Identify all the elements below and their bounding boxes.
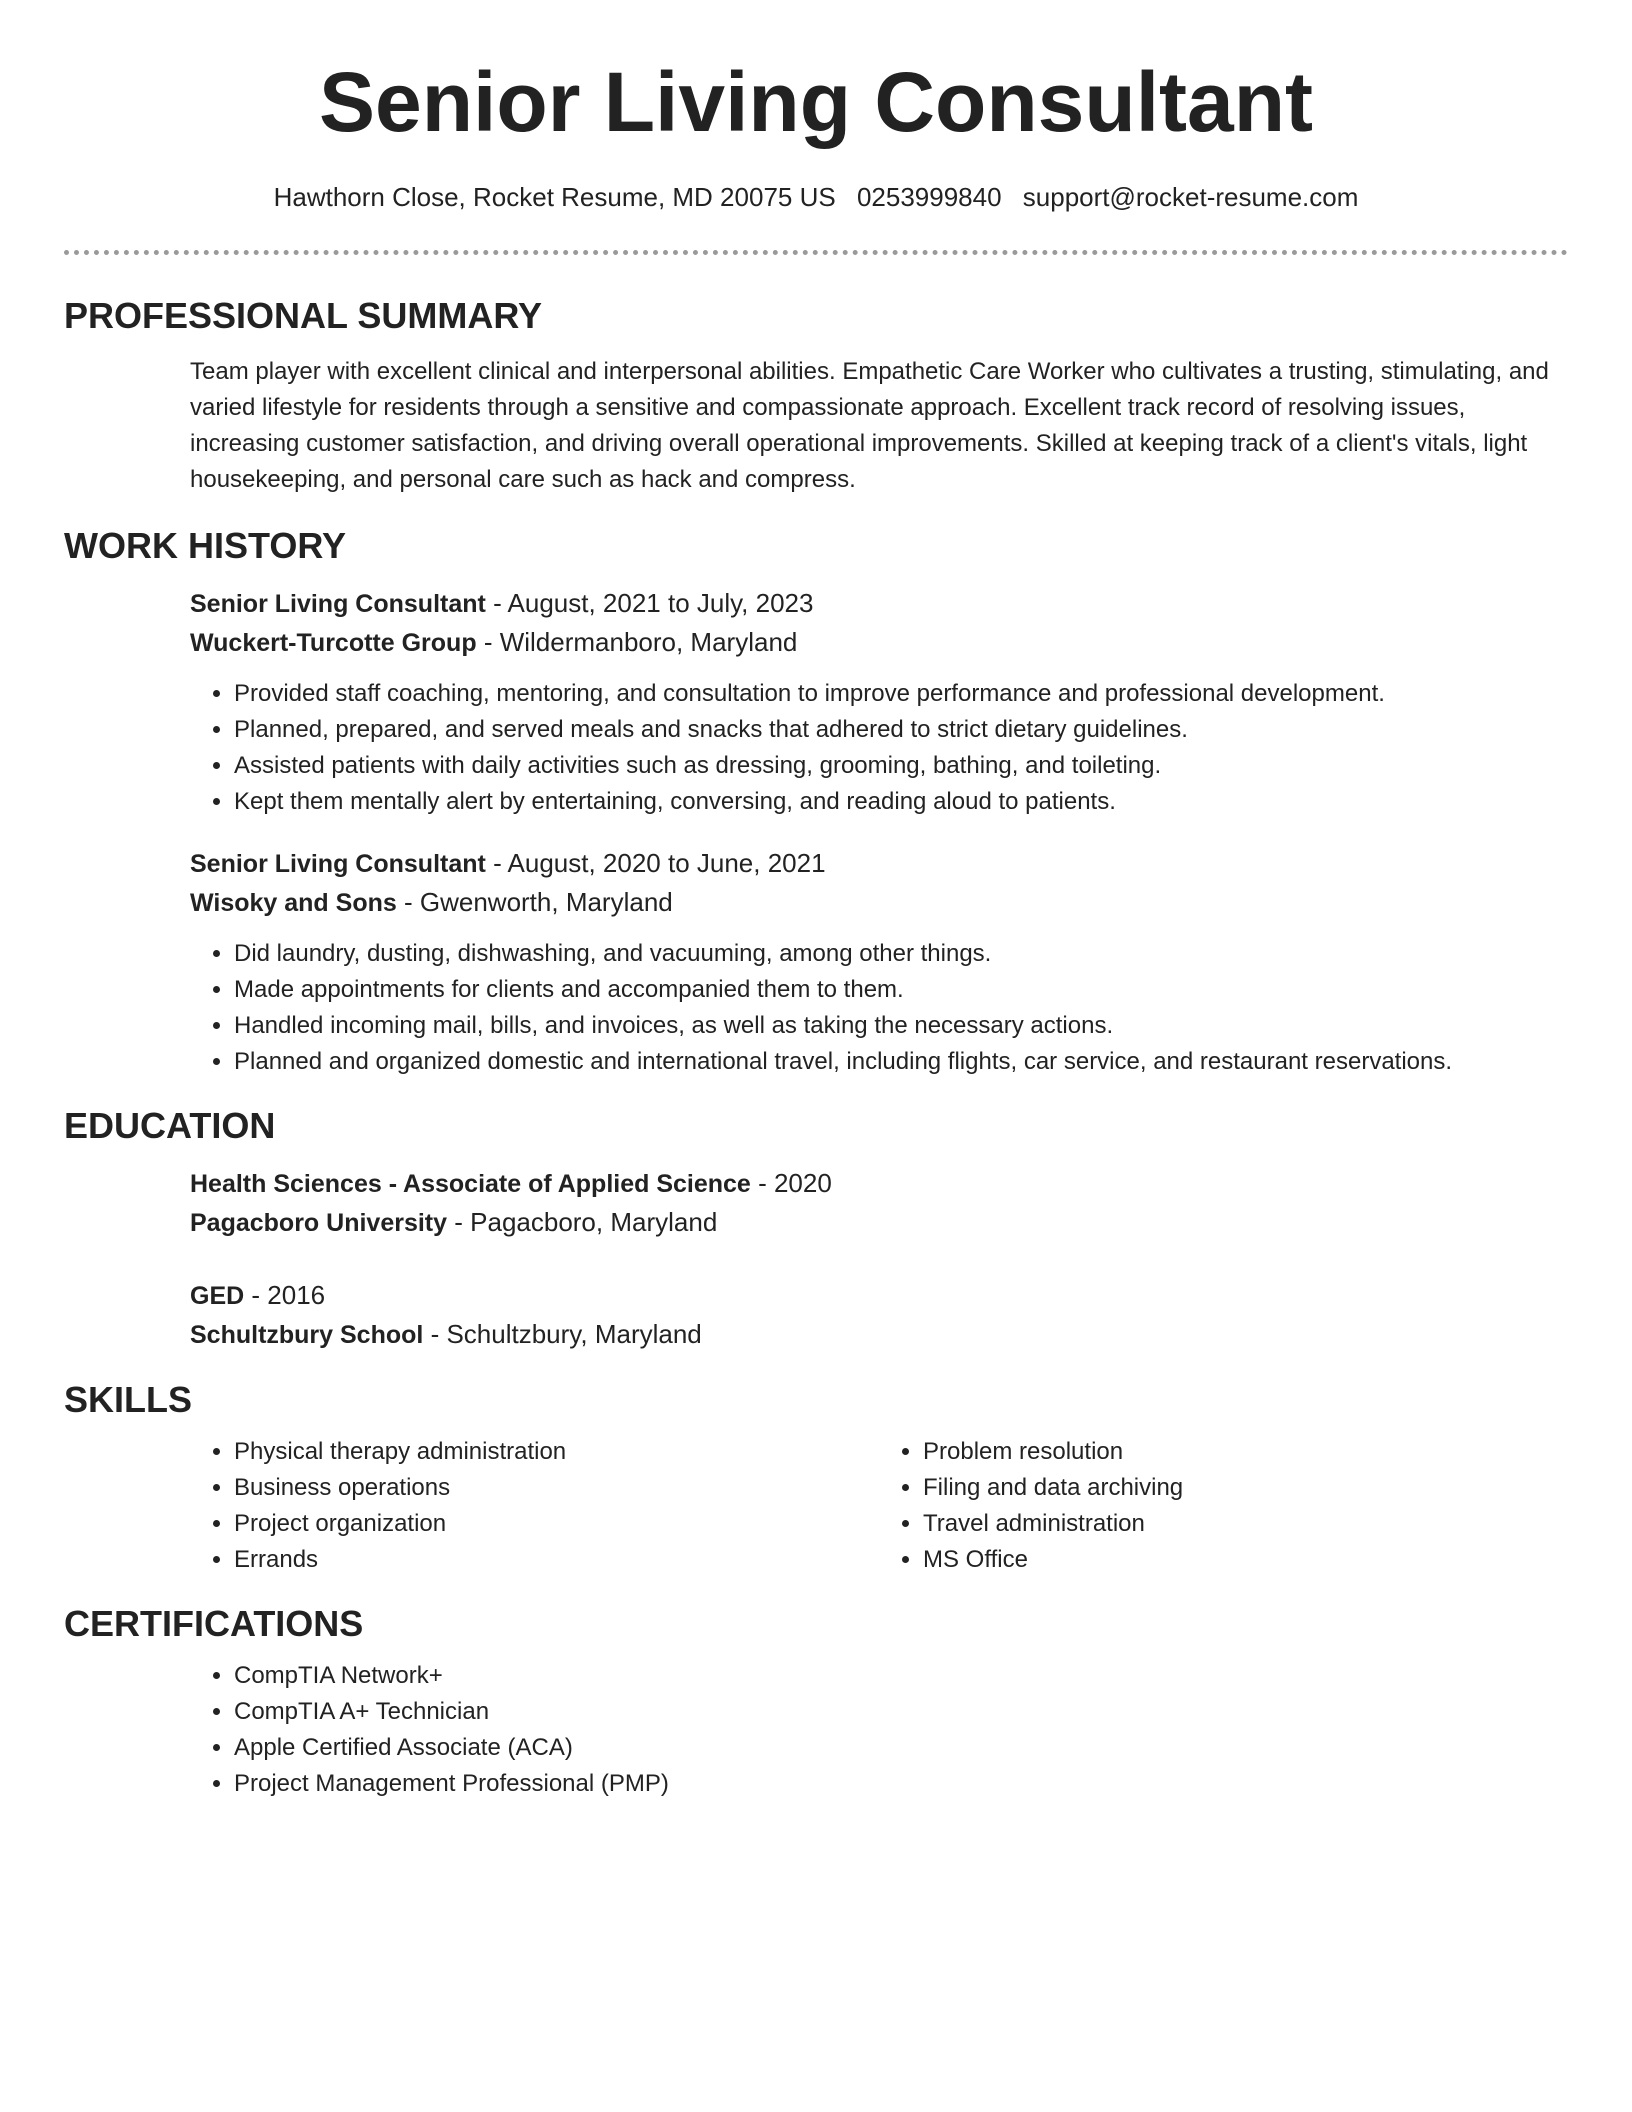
skills-list-left	[190, 1434, 879, 1578]
contact-address: Hawthorn Close, Rocket Resume, MD 20075 US	[273, 182, 836, 212]
job-location: - Gwenworth, Maryland	[396, 887, 673, 917]
job-title-line	[190, 844, 1568, 883]
job-company-line	[190, 623, 1568, 662]
section-title-education: EDUCATION	[64, 1105, 276, 1146]
education-degree: Health Sciences - Associate of Applied Science	[190, 1170, 751, 1198]
skill-item: • Problem resolution	[923, 1434, 1568, 1470]
job-dates: - August, 2020 to June, 2021	[485, 848, 826, 878]
education-entry	[190, 1276, 1568, 1354]
job-bullet: • Did laundry, dusting, dishwashing, and vacuuming, among other things.	[234, 936, 1568, 972]
job-bullet: • Planned and organized domestic and international travel, including flights, car service, and restaurant reservations.	[234, 1044, 1568, 1080]
certifications-section	[64, 1600, 1568, 1802]
header-divider	[64, 250, 1568, 255]
certification-item: • Apple Certified Associate (ACA)	[234, 1730, 1568, 1766]
section-title-summary: PROFESSIONAL SUMMARY	[64, 295, 543, 336]
section-title-certifications: CERTIFICATIONS	[64, 1603, 364, 1644]
contact-phone: 0253999840	[856, 182, 1002, 212]
certification-item: • Project Management Professional (PMP)	[234, 1766, 1568, 1802]
job-bullets	[190, 676, 1568, 820]
education-location: - Schultzbury, Maryland	[423, 1319, 702, 1349]
education-entry	[190, 1164, 1568, 1242]
education-year: - 2016	[244, 1280, 326, 1310]
job-entry	[190, 584, 1568, 820]
contact-email: support@rocket-resume.com	[1022, 182, 1359, 212]
skill-item: • Business operations	[234, 1470, 879, 1506]
education-school: Schultzbury School	[190, 1321, 424, 1349]
job-dates: - August, 2021 to July, 2023	[485, 588, 814, 618]
job-bullets	[190, 936, 1568, 1080]
skills-section	[64, 1376, 1568, 1578]
skill-item: • MS Office	[923, 1542, 1568, 1578]
job-company-line	[190, 883, 1568, 922]
job-bullet: • Made appointments for clients and accompanied them to them.	[234, 972, 1568, 1008]
skill-item: • Filing and data archiving	[923, 1470, 1568, 1506]
job-role: Senior Living Consultant	[190, 850, 486, 878]
education-school-line	[190, 1203, 1568, 1242]
resume-content	[64, 292, 1568, 1802]
job-bullet: • Assisted patients with daily activities such as dressing, grooming, bathing, and toileting.	[234, 748, 1568, 784]
skill-item: • Travel administration	[923, 1506, 1568, 1542]
certification-item: • CompTIA Network+	[234, 1658, 1568, 1694]
summary-text: Team player with excellent clinical and interpersonal abilities. Empathetic Care Worker who cultivates a trusting, stimulating, and varied lifestyle for residents through a sensitive and compassionate approach. Excellent track record of resolving issues, increasing customer satisfaction, and driving overall operational improvements. Skilled at keeping track of a client's vitals, light housekeeping, and personal care such as hack and compress.	[190, 358, 1549, 493]
education-section	[64, 1102, 1568, 1354]
skill-item: • Project organization	[234, 1506, 879, 1542]
work-history-section	[64, 522, 1568, 1080]
education-location: - Pagacboro, Maryland	[447, 1207, 718, 1237]
contact-line	[64, 180, 1568, 214]
education-school-line	[190, 1315, 1568, 1354]
job-company: Wisoky and Sons	[190, 889, 397, 917]
education-school: Pagacboro University	[190, 1209, 448, 1237]
job-bullet: • Handled incoming mail, bills, and invoices, as well as taking the necessary actions.	[234, 1008, 1568, 1044]
job-title-line	[190, 584, 1568, 623]
certification-item: • CompTIA A+ Technician	[234, 1694, 1568, 1730]
job-bullet: • Provided staff coaching, mentoring, and consultation to improve performance and professional development.	[234, 676, 1568, 712]
job-entry	[190, 844, 1568, 1080]
section-title-skills: SKILLS	[64, 1379, 193, 1420]
education-year: - 2020	[750, 1168, 832, 1198]
certifications-list	[190, 1658, 1568, 1802]
job-bullet: • Planned, prepared, and served meals and snacks that adhered to strict dietary guidelines.	[234, 712, 1568, 748]
skills-list-right	[879, 1434, 1568, 1578]
skills-grid	[190, 1424, 1568, 1578]
summary-section	[64, 292, 1568, 498]
job-location: - Wildermanboro, Maryland	[476, 627, 798, 657]
education-degree-line	[190, 1276, 1568, 1315]
job-role: Senior Living Consultant	[190, 590, 486, 618]
education-degree-line	[190, 1164, 1568, 1203]
skill-item: • Physical therapy administration	[234, 1434, 879, 1470]
section-title-work-history: WORK HISTORY	[64, 525, 347, 566]
job-bullet: • Kept them mentally alert by entertaining, conversing, and reading aloud to patients.	[234, 784, 1568, 820]
resume-name: Senior Living Consultant	[318, 55, 1313, 149]
education-degree: GED	[190, 1282, 245, 1310]
job-company: Wuckert-Turcotte Group	[190, 629, 477, 657]
skill-item: • Errands	[234, 1542, 879, 1578]
